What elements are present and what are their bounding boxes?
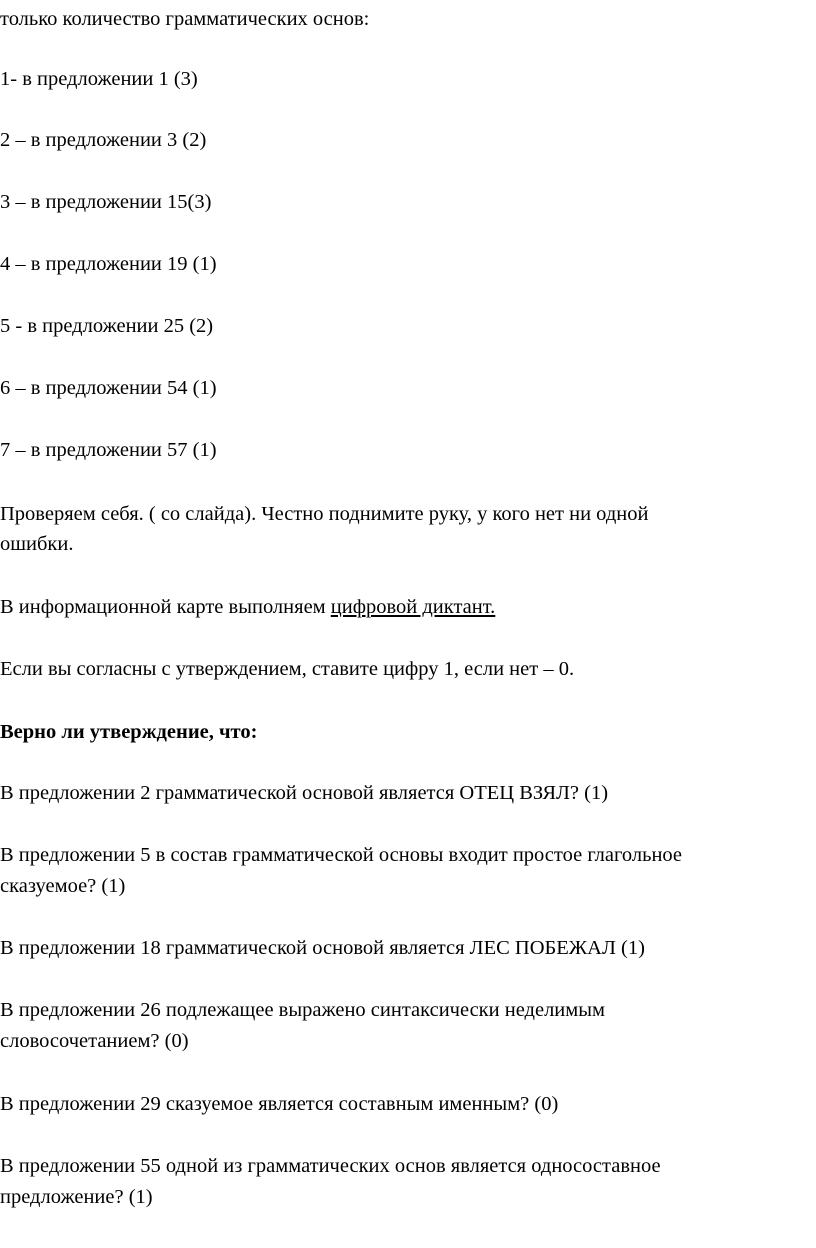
statement-4-line2: словосочетанием? (0) <box>0 1030 189 1052</box>
digital-dictation-link[interactable]: цифровой диктант. <box>330 596 496 618</box>
question-heading: Верно ли утверждение, что: <box>0 721 258 743</box>
answer-2: 2 – в предложении 3 (2) <box>0 129 207 151</box>
statement-4-line1: В предложении 26 подлежащее выражено синтаксически неделимым <box>0 999 605 1021</box>
statement-6-line1: В предложении 55 одной из грамматических основ является односоставное <box>0 1155 661 1177</box>
info-prefix: В информационной карте выполняем <box>0 596 331 618</box>
statement-6-line2: предложение? (1) <box>0 1186 153 1208</box>
statement-5: В предложении 29 сказуемое является составным именным? (0) <box>0 1093 559 1115</box>
answer-5: 5 - в предложении 25 (2) <box>0 315 214 337</box>
answer-7: 7 – в предложении 57 (1) <box>0 439 217 461</box>
info-paragraph <box>0 592 495 622</box>
check-text-line1: Проверяем себя. ( со слайда). Честно поднимите руку, у кого нет ни одной <box>0 503 649 525</box>
rule-text: Если вы согласны с утверждением, ставите цифру 1, если нет – 0. <box>0 658 575 680</box>
check-text-line2: ошибки. <box>0 533 74 555</box>
answer-1: 1- в предложении 1 (3) <box>0 68 198 90</box>
answer-4: 4 – в предложении 19 (1) <box>0 253 217 275</box>
statement-3: В предложении 18 грамматической основой является ЛЕС ПОБЕЖАЛ (1) <box>0 937 645 959</box>
statement-1: В предложении 2 грамматической основой является ОТЕЦ ВЗЯЛ? (1) <box>0 782 609 804</box>
answer-6: 6 – в предложении 54 (1) <box>0 377 217 399</box>
statement-2-line2: сказуемое? (1) <box>0 875 126 897</box>
statement-2-line1: В предложении 5 в состав грамматической основы входит простое глагольное <box>0 844 683 866</box>
intro-text: только количество грамматических основ: <box>0 8 370 30</box>
answer-3: 3 – в предложении 15(3) <box>0 191 212 213</box>
